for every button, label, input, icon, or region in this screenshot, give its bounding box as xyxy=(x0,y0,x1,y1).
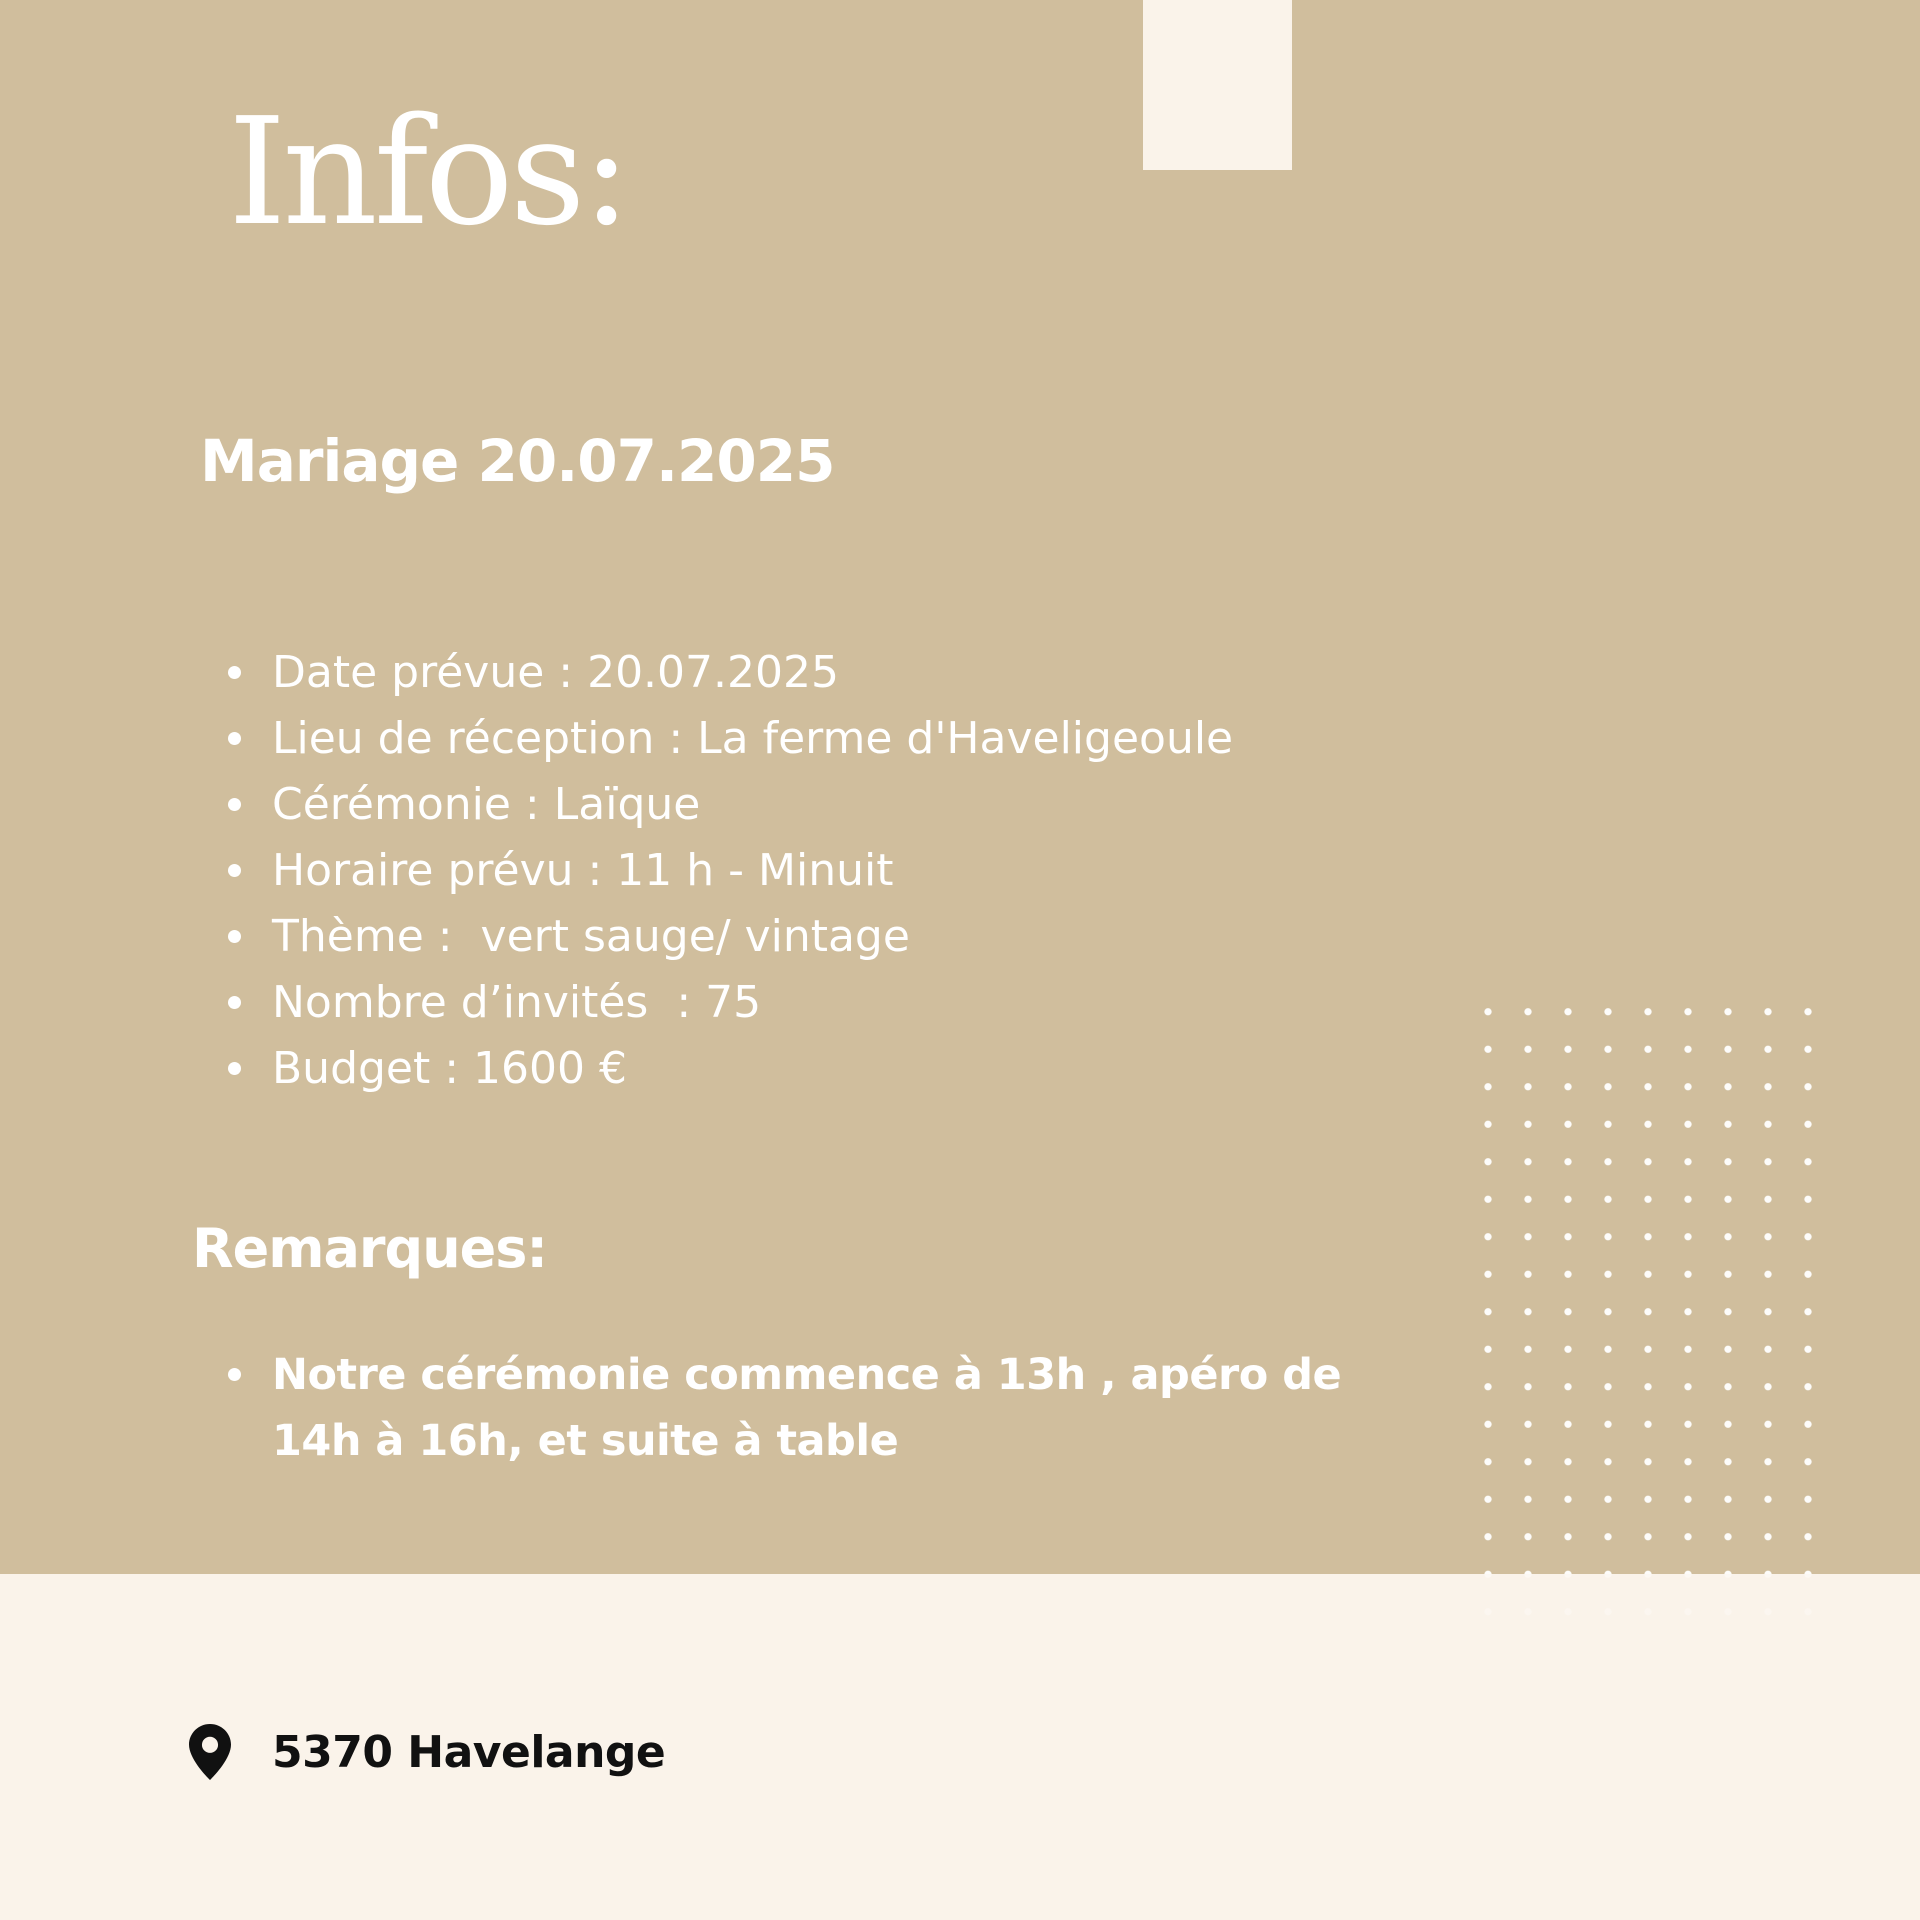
detail-text: Lieu de réception : La ferme d'Haveligeoule xyxy=(272,713,1234,764)
event-subtitle: Mariage 20.07.2025 xyxy=(200,427,835,495)
bullet-icon xyxy=(228,798,241,811)
detail-budget xyxy=(228,1036,1233,1102)
detail-text: Nombre d’invités : 75 xyxy=(272,977,762,1028)
detail-venue xyxy=(228,706,1233,772)
bullet-icon xyxy=(228,1368,241,1381)
detail-text: Cérémonie : Laïque xyxy=(272,779,701,830)
detail-text: Date prévue : 20.07.2025 xyxy=(272,647,839,698)
remark-text: Notre cérémonie commence à 13h , apéro de 14h à 16h, et suite à table xyxy=(272,1350,1342,1466)
detail-schedule xyxy=(228,838,1233,904)
bullet-icon xyxy=(228,1062,241,1075)
detail-text: Horaire prévu : 11 h - Minuit xyxy=(272,845,894,896)
detail-theme xyxy=(228,904,1233,970)
detail-text: Thème : vert sauge/ vintage xyxy=(272,911,910,962)
details-list xyxy=(228,640,1233,1102)
detail-date xyxy=(228,640,1233,706)
detail-ceremony xyxy=(228,772,1233,838)
location-row xyxy=(188,1720,665,1784)
bullet-icon xyxy=(228,732,241,745)
remarks-list xyxy=(228,1342,1348,1474)
detail-guests xyxy=(228,970,1233,1036)
dot-grid-fade xyxy=(1468,1574,1844,1644)
bullet-icon xyxy=(228,996,241,1009)
bullet-icon xyxy=(228,930,241,943)
location-text: 5370 Havelange xyxy=(272,1726,666,1778)
detail-text: Budget : 1600 € xyxy=(272,1043,628,1094)
bullet-icon xyxy=(228,864,241,877)
remark-item xyxy=(228,1342,1348,1474)
map-pin-icon xyxy=(188,1724,232,1780)
bullet-icon xyxy=(228,666,241,679)
page-title: Infos: xyxy=(228,86,628,258)
remarks-heading: Remarques: xyxy=(192,1217,548,1280)
dot-grid-decoration xyxy=(1468,993,1844,1643)
corner-tab-decoration xyxy=(1143,0,1292,170)
